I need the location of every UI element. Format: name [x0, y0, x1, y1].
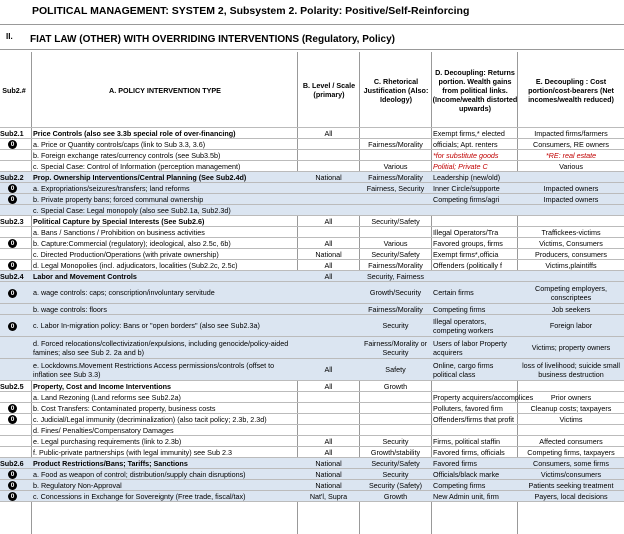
row-rhetorical-justification: Security (Safety) — [368, 481, 423, 490]
row-cost-portion: Impacted firms/farmers — [534, 129, 608, 138]
target-marker-icon: 0 — [8, 140, 17, 149]
row-cost-portion: Competing employers, conscriptees — [535, 283, 607, 302]
row-rhetorical-justification: Security — [382, 470, 409, 479]
row-cost-portion: Affected consumers — [539, 437, 603, 446]
row-returns-portion: Leadership (new/old) — [433, 173, 501, 182]
row-level-scale: National — [315, 470, 342, 479]
row-level-scale: National — [315, 459, 342, 468]
row-intervention-type: c. Concessions in Exchange for Sovereignty (Free trade, fiscal/tax) — [33, 492, 246, 501]
row-returns-portion: Favored firms, officials — [433, 448, 505, 457]
row-level-scale: National — [315, 481, 342, 490]
row-cost-portion: Victims/consumers — [540, 470, 602, 479]
table-row — [0, 480, 624, 491]
row-level-scale: All — [324, 448, 333, 457]
row-cost-portion: Job seekers — [551, 305, 591, 314]
row-rhetorical-justification: Various — [383, 162, 408, 171]
column-header-sub-number: Sub2.# — [2, 85, 26, 95]
row-returns-portion: Property acquirers/accomplices — [433, 393, 534, 402]
row-rhetorical-justification: Security — [382, 321, 409, 330]
row-intervention-type: c. Special Case: Legal monopoly (also see Sub2.1a, Sub2.3d) — [33, 206, 231, 215]
target-marker-icon: 0 — [8, 184, 17, 193]
document-title: POLITICAL MANAGEMENT: SYSTEM 2, Subsystem 2. Polarity: Positive/Self-Reinforcing — [32, 5, 470, 17]
row-returns-portion: Firms, political staffin — [433, 437, 500, 446]
row-rhetorical-justification: Fairness/Morality — [368, 261, 423, 270]
row-cost-portion: Traffickees-victims — [541, 228, 601, 237]
target-marker-icon: 0 — [8, 289, 17, 298]
row-intervention-type: b. Regulatory Non-Approval — [33, 481, 122, 490]
row-rhetorical-justification: Growth — [383, 382, 408, 391]
row-returns-portion: Users of labor Property acquirers — [433, 338, 507, 357]
table-row — [0, 315, 624, 337]
row-sub-number: Sub2.3 — [0, 217, 24, 226]
row-cost-portion: Victims,plaintiffs — [545, 261, 597, 270]
row-cost-portion: Patients seeking treatment — [528, 481, 614, 490]
row-intervention-type: a. Land Rezoning (Land reforms see Sub2.2a) — [33, 393, 181, 402]
row-intervention-type: c. Labor In-migration policy: Bans or "open borders" (also see Sub2.3a) — [33, 321, 260, 330]
row-rhetorical-justification: Fairness/Morality — [368, 173, 423, 182]
row-rhetorical-justification: Various — [383, 239, 408, 248]
row-intervention-type: d. Legal Monopolies (incl. adjudicators, localities (Sub2.2c, 2.5c) — [33, 261, 238, 270]
row-sub-number: Sub2.6 — [0, 459, 24, 468]
row-cost-portion: Foreign labor — [549, 321, 593, 330]
row-cost-portion — [518, 172, 624, 182]
row-level-scale — [298, 414, 359, 424]
row-intervention-type: e. Legal purchasing requirements (link to 2.3b) — [33, 437, 182, 446]
row-rhetorical-justification: Growth/stability — [370, 448, 421, 457]
table-row — [0, 392, 624, 403]
row-returns-portion — [433, 425, 517, 435]
row-level-scale — [298, 150, 359, 160]
table-row — [0, 491, 624, 502]
row-level-scale: Nat'l, Supra — [309, 492, 348, 501]
row-cost-portion — [518, 425, 624, 435]
row-returns-portion: Certain firms — [433, 288, 474, 297]
table-row — [0, 469, 624, 480]
row-rhetorical-justification: Fairness/Morality — [368, 140, 423, 149]
row-intervention-type: a. Food as weapon of control; distribution/supply chain disruptions) — [33, 470, 246, 479]
table-row — [0, 304, 624, 315]
table-row — [0, 216, 624, 227]
table-row — [0, 128, 624, 139]
row-returns-portion — [433, 381, 517, 391]
row-cost-portion: Victims, Consumers — [539, 239, 603, 248]
table-row — [0, 381, 624, 392]
section-header — [0, 25, 624, 50]
target-marker-icon: 0 — [8, 492, 17, 501]
row-level-scale — [298, 403, 359, 413]
row-rhetorical-justification: Growth/Security — [369, 288, 422, 297]
row-returns-portion — [433, 205, 517, 215]
row-level-scale: All — [324, 129, 333, 138]
target-marker-icon: 0 — [8, 322, 17, 331]
row-intervention-type: c. Judicial/Legal immunity (decriminalization) (also tacit policy; 2.3b, 2.3d) — [33, 415, 267, 424]
section-number: II. — [6, 32, 13, 41]
row-cost-portion: Consumers, RE owners — [533, 140, 609, 149]
row-returns-portion: Favored groups, firms — [433, 239, 503, 248]
row-sub-number: Sub2.1 — [0, 129, 24, 138]
row-returns-portion: Favored firms — [433, 459, 477, 468]
table-row — [0, 150, 624, 161]
row-rhetorical-justification — [360, 194, 431, 204]
row-rhetorical-justification — [360, 128, 431, 138]
row-intervention-type: Price Controls (also see 3.3b special role of over-financing) — [33, 129, 236, 138]
row-returns-portion: Officials/black marke — [433, 470, 500, 479]
row-intervention-type: b. Cost Transfers: Contaminated property, business costs — [33, 404, 216, 413]
row-intervention-type: a. wage controls: caps; conscription/involuntary servitude — [33, 288, 215, 297]
table-row — [0, 282, 624, 304]
row-cost-portion — [518, 381, 624, 391]
row-level-scale — [298, 425, 359, 435]
row-level-scale — [298, 227, 359, 237]
row-rhetorical-justification: Security, Fairness — [367, 272, 424, 281]
column-header-returns-portion: D. Decoupling: Returns portion. Wealth gains from political links. (Income/wealth distorted upwards) — [432, 67, 518, 113]
row-level-scale — [298, 392, 359, 402]
row-level-scale — [298, 194, 359, 204]
row-level-scale: All — [324, 217, 333, 226]
row-intervention-type: b. Private property bans; forced communal ownership — [33, 195, 204, 204]
row-returns-portion: *for substitute goods — [433, 151, 499, 160]
row-cost-portion: Consumers, some firms — [533, 459, 609, 468]
row-rhetorical-justification — [360, 227, 431, 237]
row-intervention-type: f. Public-private partnerships (with legal immunity) see Sub 2.3 — [33, 448, 232, 457]
table-row — [0, 194, 624, 205]
row-sub-number: Sub2.5 — [0, 382, 24, 391]
row-intervention-type: Labor and Movement Controls — [33, 272, 137, 281]
row-level-scale — [298, 183, 359, 193]
table-row — [0, 414, 624, 425]
row-level-scale — [298, 161, 359, 171]
row-rhetorical-justification — [360, 205, 431, 215]
table-row — [0, 337, 624, 359]
row-returns-portion: Competing firms/agri — [433, 195, 500, 204]
row-returns-portion: Offenders/firms that profit — [433, 415, 514, 424]
row-returns-portion: New Admin unit, firm — [433, 492, 499, 501]
row-level-scale — [298, 315, 359, 336]
row-intervention-type: d. Forced relocations/collectivization/expulsions, including genocide/policy-aided famines; also see Sub 2. 2a and b) — [33, 338, 289, 357]
row-returns-portion — [433, 216, 517, 226]
row-cost-portion: loss of livelihood; suicide small business destruction — [522, 360, 620, 379]
row-cost-portion: *RE: real estate — [545, 151, 597, 160]
row-cost-portion: Various — [559, 162, 583, 171]
table-row — [0, 260, 624, 271]
row-level-scale: All — [324, 239, 333, 248]
row-rhetorical-justification: Fairness, Security — [366, 184, 425, 193]
row-returns-portion: officials; Apt. renters — [433, 140, 498, 149]
row-rhetorical-justification — [360, 392, 431, 402]
row-level-scale — [298, 205, 359, 215]
row-rhetorical-justification: Security/Safety — [371, 459, 420, 468]
column-header-rhetorical-justification: C. Rhetorical Justification (Also: Ideology) — [363, 76, 429, 104]
column-header-level-scale: B. Level / Scale (primary) — [302, 81, 356, 99]
row-cost-portion: Victims; property owners — [531, 343, 611, 352]
target-marker-icon: 0 — [8, 470, 17, 479]
row-sub-number: Sub2.4 — [0, 272, 24, 281]
row-level-scale: National — [315, 250, 342, 259]
row-intervention-type: Prop. Ownership Interventions/Central Planning (See Sub2.4d) — [33, 173, 247, 182]
row-returns-portion: Competing firms — [433, 305, 486, 314]
row-rhetorical-justification: Safety — [385, 365, 406, 374]
row-rhetorical-justification — [360, 414, 431, 424]
table-row — [0, 139, 624, 150]
row-returns-portion: Exempt firms,* elected — [433, 129, 505, 138]
row-returns-portion — [433, 271, 517, 281]
row-intervention-type: Property, Cost and Income Interventions — [33, 382, 172, 391]
row-rhetorical-justification — [360, 403, 431, 413]
target-marker-icon: 0 — [8, 261, 17, 270]
row-rhetorical-justification — [360, 150, 431, 160]
column-header-policy-intervention-type: A. POLICY INTERVENTION TYPE — [109, 85, 221, 95]
row-rhetorical-justification: Fairness/Morality or Security — [363, 338, 428, 357]
row-cost-portion: Victims — [559, 415, 583, 424]
row-rhetorical-justification — [360, 425, 431, 435]
table-row — [0, 238, 624, 249]
table-row — [0, 403, 624, 414]
row-rhetorical-justification: Fairness/Morality — [368, 305, 423, 314]
table-row — [0, 161, 624, 172]
document-header — [0, 0, 624, 25]
row-intervention-type: Political Capture by Special Interests (See Sub2.6) — [33, 217, 205, 226]
row-returns-portion: Offenders (politically f — [433, 261, 502, 270]
row-level-scale: National — [315, 173, 342, 182]
row-intervention-type: Product Restrictions/Bans; Tariffs; Sanctions — [33, 459, 188, 468]
row-cost-portion — [518, 271, 624, 281]
row-returns-portion: Illegal Operators/Tra — [433, 228, 499, 237]
row-level-scale — [298, 304, 359, 314]
target-marker-icon: 0 — [8, 404, 17, 413]
row-returns-portion: Exempt firms*,officia — [433, 250, 499, 259]
row-intervention-type: b. wage controls: floors — [33, 305, 107, 314]
table-row — [0, 359, 624, 381]
row-level-scale: All — [324, 272, 333, 281]
target-marker-icon: 0 — [8, 415, 17, 424]
row-returns-portion: Competing firms — [433, 481, 486, 490]
row-intervention-type: c. Special Case: Control of Information (perception management) — [33, 162, 241, 171]
row-cost-portion — [518, 205, 624, 215]
row-cost-portion: Payers, local decisions — [534, 492, 608, 501]
table-row — [0, 425, 624, 436]
row-cost-portion: Producers, consumers — [535, 250, 607, 259]
row-divider — [0, 501, 624, 502]
section-title: FIAT LAW (OTHER) WITH OVERRIDING INTERVENTIONS (Regulatory, Policy) — [30, 34, 396, 45]
table-row — [0, 172, 624, 183]
row-intervention-type: d. Fines/ Penalties/Compensatory Damages — [33, 426, 174, 435]
row-intervention-type: b. Foreign exchange rates/currency controls (see Sub3.5b) — [33, 151, 221, 160]
row-cost-portion: Impacted owners — [543, 184, 599, 193]
row-level-scale: All — [324, 382, 333, 391]
table-row — [0, 249, 624, 260]
row-intervention-type: a. Expropriations/seizures/transfers; land reforms — [33, 184, 190, 193]
row-returns-portion: Inner Circle/supporte — [433, 184, 500, 193]
table-row — [0, 227, 624, 238]
row-intervention-type: c. Directed Production/Operations (with private ownership) — [33, 250, 219, 259]
table-row — [0, 183, 624, 194]
row-rhetorical-justification: Security/Safety — [371, 250, 420, 259]
row-cost-portion: Cleanup costs; taxpayers — [530, 404, 612, 413]
table-row — [0, 271, 624, 282]
row-returns-portion: Polluters, favored firm — [433, 404, 503, 413]
row-intervention-type: e. Lockdowns.Movement Restrictions Access permissions/controls (offset to inflation see Sub 3.3) — [33, 360, 275, 379]
intervention-table — [0, 128, 624, 502]
row-sub-number: Sub2.2 — [0, 173, 24, 182]
row-level-scale — [298, 282, 359, 303]
row-intervention-type: a. Bans / Sanctions / Prohibition on business activities — [33, 228, 205, 237]
row-intervention-type: b. Capture:Commercial (regulatory); ideological, also 2.5c, 6b) — [33, 239, 231, 248]
row-cost-portion — [518, 216, 624, 226]
target-marker-icon: 0 — [8, 239, 17, 248]
column-header-cost-portion: E. Decoupling : Cost portion/cost-bearers (Net incomes/wealth reduced) — [528, 76, 614, 104]
row-cost-portion: Competing firms, taxpayers — [527, 448, 615, 457]
target-marker-icon: 0 — [8, 481, 17, 490]
table-row — [0, 447, 624, 458]
table-row — [0, 205, 624, 216]
row-returns-portion: Online, cargo firms political class — [433, 360, 494, 379]
target-marker-icon: 0 — [8, 195, 17, 204]
row-level-scale: All — [324, 365, 333, 374]
row-level-scale — [298, 337, 359, 358]
table-row — [0, 458, 624, 469]
row-intervention-type: a. Price or Quantity controls/caps (link to Sub 3.3, 3.6) — [33, 140, 206, 149]
row-returns-portion: Politial; Private C — [433, 162, 488, 171]
row-cost-portion: Prior owners — [550, 393, 592, 402]
row-rhetorical-justification: Growth — [383, 492, 408, 501]
row-cost-portion: Impacted owners — [543, 195, 599, 204]
row-rhetorical-justification: Security — [382, 437, 409, 446]
row-level-scale: All — [324, 261, 333, 270]
row-level-scale — [298, 139, 359, 149]
row-rhetorical-justification: Security/Safety — [371, 217, 420, 226]
row-level-scale: All — [324, 437, 333, 446]
row-returns-portion: Illegal operators, competing workers — [433, 316, 494, 335]
table-row — [0, 436, 624, 447]
